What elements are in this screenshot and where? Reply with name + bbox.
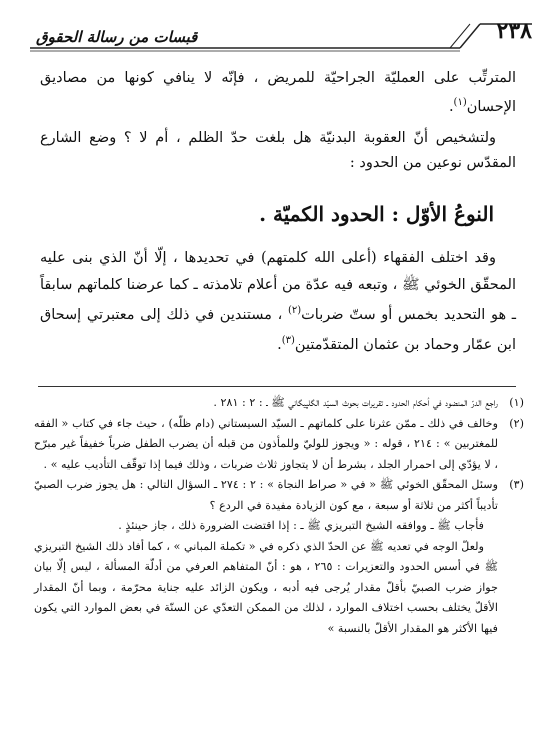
page-header — [30, 10, 532, 60]
running-title: قبسات من رسالة الحقوق — [36, 28, 198, 46]
paragraph-3 — [40, 245, 516, 359]
footnote-3 — [34, 475, 524, 516]
footnote-ref-2[interactable]: (٢) — [287, 305, 302, 316]
page-number: ٢٣٨ — [496, 18, 532, 44]
footnote-1-number: (١) — [509, 396, 524, 409]
footnote-divider — [38, 386, 516, 387]
paragraph-1 — [40, 66, 516, 119]
paragraph-3-text-b: ، مستندين في ذلك إلى معتبرتي إسحاق ابن عمّار وحماد بن عثمان المتقدّمتين — [40, 306, 516, 354]
footnote-2-number: (٢) — [509, 416, 524, 430]
footnotes — [34, 393, 524, 639]
paragraph-1-end: . — [448, 98, 454, 115]
paragraph-3-text-a: وقد اختلف الفقهاء (أعلى الله كلمتهم) في تحديدها ، إلّا أنّ الذي بنى عليه المحقّق الخوئي ﷺ ، وتبعه فيه عدّة من أعلام تلامذته ـ كما عرضنا كلماتهم سابقاً ـ هو التحديد بخمس أو ستّ ضربات — [40, 250, 516, 323]
footnote-3-text: وسئل المحقّق الخوئي ﷺ « في « صراط النجاة » : ٢ : ٢٧٤ ـ السؤال التالي : هل يجوز ضرب الصبيّ تأديباً أكثر من ثلاثة أو سبعة ، مع كون الزيادة مفيدة في الردع ؟ — [34, 478, 498, 512]
paragraph-1-text: المترتِّب على العمليّة الجراحيّة للمريض ، فإنّه لا ينافي كونها من مصاديق الإحسان — [40, 70, 516, 115]
footnote-1 — [34, 393, 524, 414]
paragraph-2: ولتشخيص أنّ العقوبة البدنيّة هل بلغت حدّ الظلم ، أم لا ؟ وضع الشارع المقدّس نوعين من الحدود : — [40, 130, 516, 171]
footnote-ref-3[interactable]: (٣) — [281, 335, 295, 347]
footnote-3-number: (٣) — [509, 478, 524, 491]
footnote-ref-1[interactable]: (١) — [453, 96, 467, 108]
paragraph-3-end: . — [277, 337, 282, 354]
footnote-3-continuation-2: ولعلّ الوجه في تعديه ﷺ عن الحدّ الذي ذكره في « تكملة المباني » ، كما أفاد ذلك الشيخ التبريزي ﷺ في أسس الحدود والتعزيرات : ٢٦٥ ، هو : أنّ المتفاهم العرفي من أدلّة المسألة ، ليس إلّا بيان جواز ضرب الصبيّ بأقلّ مقدار يُرجى فيه أدبه ، ويكون الزائد عليه جناية محرّمة ، وبما أنّ المقدار الأقلّ يختلف بحسب اختلاف الموارد ، لذلك من الممكن التعدّي عن السنّة في بعض الموارد التي يكون فيها الأكثر هو المقدار الأقلّ بالنسبة » — [34, 539, 498, 635]
footnote-3-continuation-1: فأجاب ﷺ ـ ووافقه الشيخ التبريزي ﷺ ـ : إذا اقتضت الضرورة ذلك ، جاز حينئذٍ . — [118, 519, 484, 532]
footnote-2-text: وخالف في ذلك ـ ممّن عثرنا على كلماتهم ـ السيّد السيستاني (دام ظلّه) ، حيث جاء في كتاب « الفقه للمغتربين » : ٢١٤ ، قوله : « ويجوز للوليّ وللمأذون من قبله أن يضرب الطفل ضرباً خفيفاً غير مبرّح ، لا يؤدّي إلى احمرار الجلد ، بشرط أن لا يتجاوز ثلاث ضربات ، وذلك فيما إذا توقّف التأديب عليه » . — [34, 416, 498, 471]
section-heading: النوعُ الأوّل : الحدود الكميّة . — [259, 202, 494, 226]
footnote-2 — [34, 414, 524, 476]
footnote-1-text: راجع الدرّ المنضود في أحكام الحدود ـ تقريرات بحوث السيّد الگلپيگاني ﷺ ـ : ٢ : ٢٨١ . — [213, 396, 498, 409]
